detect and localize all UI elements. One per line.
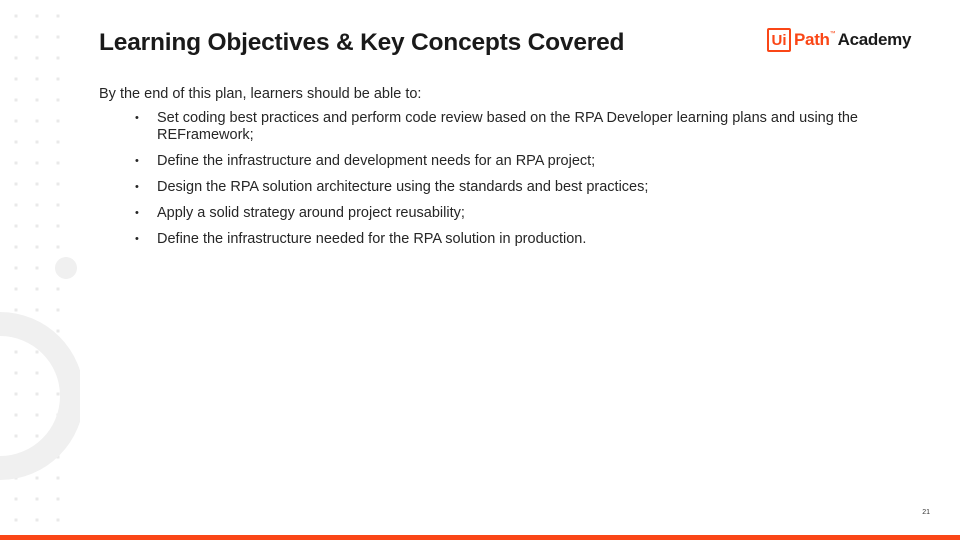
grid-dot (15, 183, 18, 186)
bullet-icon: • (135, 155, 139, 167)
bullet-icon: • (135, 112, 139, 124)
grid-dot (36, 183, 39, 186)
grid-dot (36, 372, 39, 375)
grid-dot (15, 246, 18, 249)
intro-text: By the end of this plan, learners should be able to: (99, 86, 422, 102)
grid-dot (36, 267, 39, 270)
list-item-text: Set coding best practices and perform code review based on the RPA Developer learning plans and using the REFramework; (157, 110, 858, 143)
grid-dot (15, 288, 18, 291)
grid-dot (15, 519, 18, 522)
grid-dot (36, 141, 39, 144)
bullet-icon: • (135, 233, 139, 245)
grid-dot (57, 393, 60, 396)
grid-dot (36, 519, 39, 522)
list-item (133, 110, 923, 144)
grid-dot (36, 288, 39, 291)
grid-dot (57, 519, 60, 522)
small-circle-decoration (55, 257, 77, 279)
logo-academy-text: Academy (837, 30, 912, 49)
grid-dot (57, 141, 60, 144)
grid-dot (36, 435, 39, 438)
list-item (133, 205, 923, 222)
list-item (133, 153, 923, 170)
logo-trademark: ™ (829, 31, 836, 37)
grid-dot (57, 309, 60, 312)
grid-dot (57, 183, 60, 186)
grid-dot (36, 162, 39, 165)
grid-dot (36, 15, 39, 18)
grid-dot (57, 162, 60, 165)
grid-dot (57, 288, 60, 291)
grid-dot (15, 351, 18, 354)
grid-dot (57, 36, 60, 39)
grid-dot (15, 267, 18, 270)
grid-dot (15, 393, 18, 396)
list-item-text: Design the RPA solution architecture using the standards and best practices; (157, 179, 649, 195)
grid-dot (36, 498, 39, 501)
grid-dot (57, 477, 60, 480)
objectives-list (133, 110, 923, 248)
page-number: 21 (922, 509, 930, 516)
page-title: Learning Objectives & Key Concepts Covered (99, 29, 625, 56)
grid-dot (15, 15, 18, 18)
grid-dot (57, 204, 60, 207)
grid-dot (36, 99, 39, 102)
grid-dot (36, 477, 39, 480)
grid-dot (36, 246, 39, 249)
grid-dot (36, 309, 39, 312)
grid-dot (36, 36, 39, 39)
logo-ui-box (767, 28, 791, 52)
grid-dot (36, 225, 39, 228)
list-item-text: Define the infrastructure needed for the RPA solution in production. (157, 231, 587, 247)
logo-ui-text: Ui (771, 31, 787, 49)
bullet-icon: • (135, 207, 139, 219)
grid-dot (57, 246, 60, 249)
ring-decoration (0, 312, 80, 480)
grid-dot (57, 498, 60, 501)
grid-dot (15, 414, 18, 417)
uipath-academy-logo (767, 27, 911, 53)
grid-dot (15, 204, 18, 207)
grid-dot (36, 414, 39, 417)
grid-dot (57, 57, 60, 60)
grid-dot (15, 57, 18, 60)
grid-dot (57, 225, 60, 228)
grid-dot (36, 120, 39, 123)
grid-dot (36, 393, 39, 396)
bullet-icon: • (135, 181, 139, 193)
grid-dot (57, 15, 60, 18)
list-item (133, 231, 923, 248)
grid-dot (15, 36, 18, 39)
bottom-accent-bar (0, 535, 960, 540)
grid-dot (15, 225, 18, 228)
grid-dot (36, 78, 39, 81)
list-item-text: Apply a solid strategy around project reusability; (157, 205, 465, 221)
grid-dot (15, 498, 18, 501)
grid-dot (15, 78, 18, 81)
grid-dot (15, 372, 18, 375)
grid-dot (36, 57, 39, 60)
logo-path-text: Path (794, 30, 830, 49)
grid-dot (57, 120, 60, 123)
grid-dot (57, 99, 60, 102)
grid-dot (36, 351, 39, 354)
grid-dot (57, 78, 60, 81)
dot-grid-decoration (0, 0, 80, 540)
grid-dot (15, 435, 18, 438)
list-item-text: Define the infrastructure and development needs for an RPA project; (157, 153, 596, 169)
grid-dot (57, 330, 60, 333)
grid-dot (15, 309, 18, 312)
grid-dot (15, 99, 18, 102)
list-item (133, 179, 923, 196)
grid-dot (36, 204, 39, 207)
grid-dot (15, 141, 18, 144)
grid-dot (15, 162, 18, 165)
grid-dot (15, 120, 18, 123)
